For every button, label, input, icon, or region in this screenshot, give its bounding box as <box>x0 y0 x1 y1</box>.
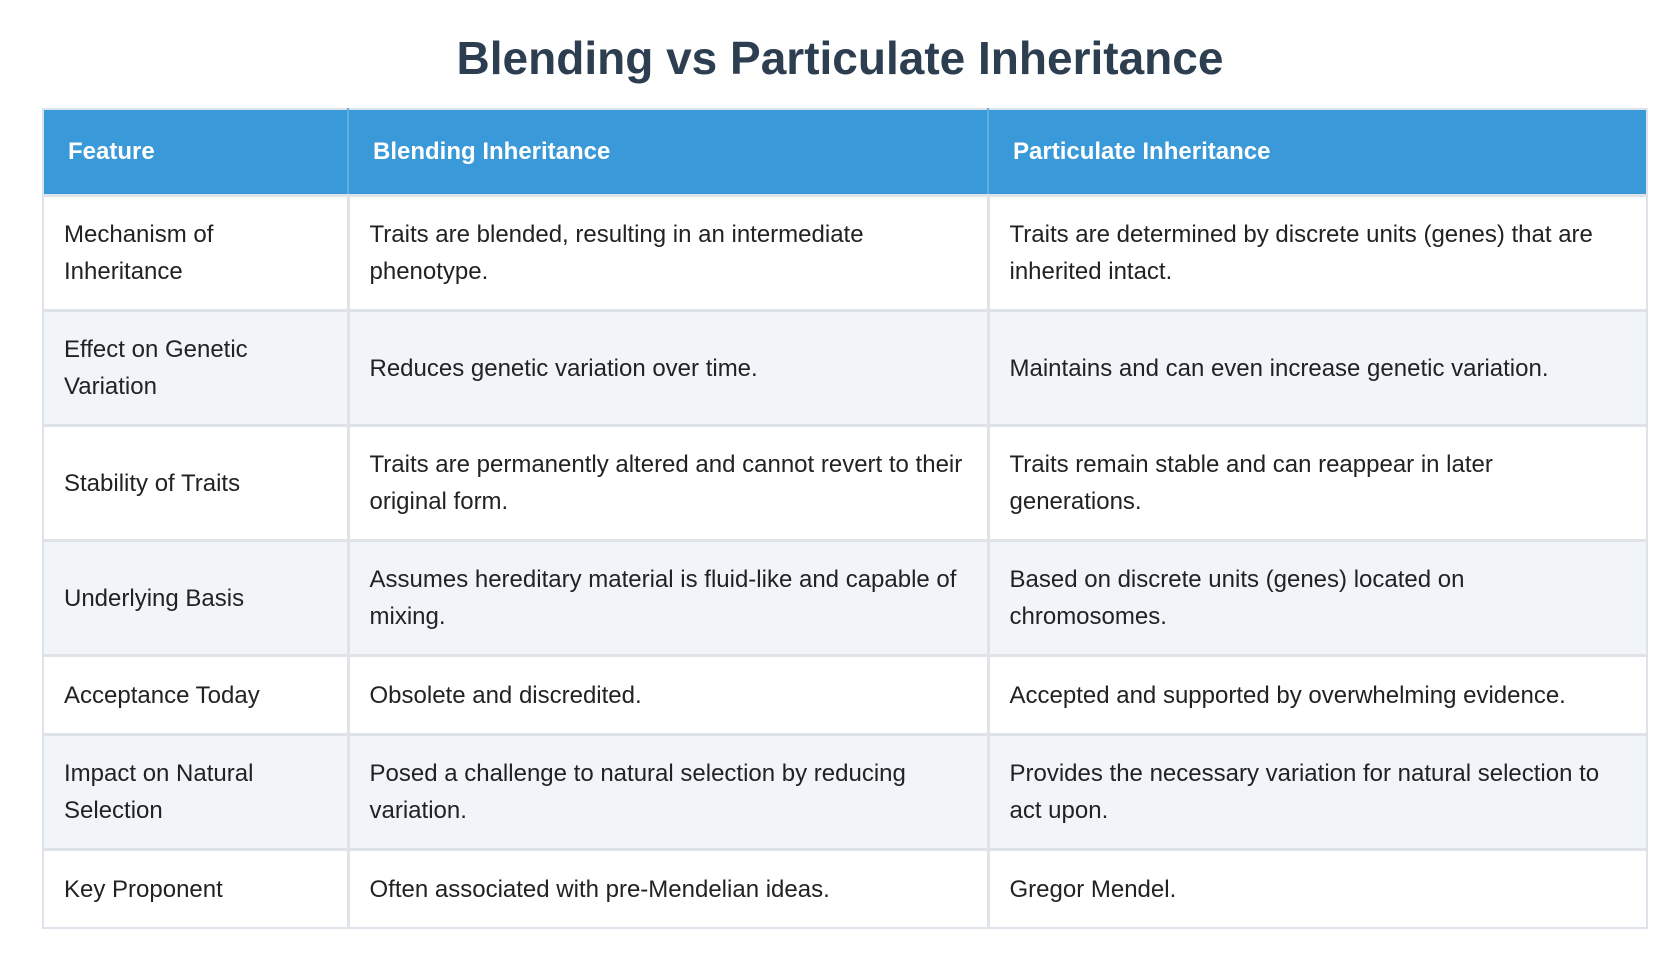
feature-cell: Mechanism of Inheritance <box>43 196 348 311</box>
blending-cell: Posed a challenge to natural selection by reducing variation. <box>348 735 988 850</box>
column-header-particulate: Particulate Inheritance <box>988 109 1647 196</box>
column-header-feature: Feature <box>43 109 348 196</box>
column-header-blending: Blending Inheritance <box>348 109 988 196</box>
feature-cell: Underlying Basis <box>43 541 348 656</box>
table-header-row <box>43 109 1647 196</box>
table-row <box>43 311 1647 426</box>
page-title: Blending vs Particulate Inheritance <box>456 32 1224 84</box>
feature-cell: Effect on Genetic Variation <box>43 311 348 426</box>
feature-cell: Acceptance Today <box>43 656 348 735</box>
feature-cell: Stability of Traits <box>43 426 348 541</box>
feature-cell: Key Proponent <box>43 850 348 929</box>
blending-cell: Obsolete and discredited. <box>348 656 988 735</box>
particulate-cell: Based on discrete units (genes) located on chromosomes. <box>988 541 1647 656</box>
blending-cell: Traits are blended, resulting in an intermediate phenotype. <box>348 196 988 311</box>
particulate-cell: Accepted and supported by overwhelming evidence. <box>988 656 1647 735</box>
blending-cell: Assumes hereditary material is fluid-like and capable of mixing. <box>348 541 988 656</box>
blending-cell: Traits are permanently altered and cannot revert to their original form. <box>348 426 988 541</box>
feature-cell: Impact on Natural Selection <box>43 735 348 850</box>
table-row <box>43 656 1647 735</box>
particulate-cell: Provides the necessary variation for natural selection to act upon. <box>988 735 1647 850</box>
table-row <box>43 196 1647 311</box>
particulate-cell: Maintains and can even increase genetic variation. <box>988 311 1647 426</box>
table-row <box>43 850 1647 929</box>
comparison-table <box>42 108 1648 929</box>
blending-cell: Often associated with pre-Mendelian ideas. <box>348 850 988 929</box>
table-row <box>43 426 1647 541</box>
blending-cell: Reduces genetic variation over time. <box>348 311 988 426</box>
particulate-cell: Traits remain stable and can reappear in later generations. <box>988 426 1647 541</box>
particulate-cell: Traits are determined by discrete units (genes) that are inherited intact. <box>988 196 1647 311</box>
table-row <box>43 735 1647 850</box>
particulate-cell: Gregor Mendel. <box>988 850 1647 929</box>
table-row <box>43 541 1647 656</box>
